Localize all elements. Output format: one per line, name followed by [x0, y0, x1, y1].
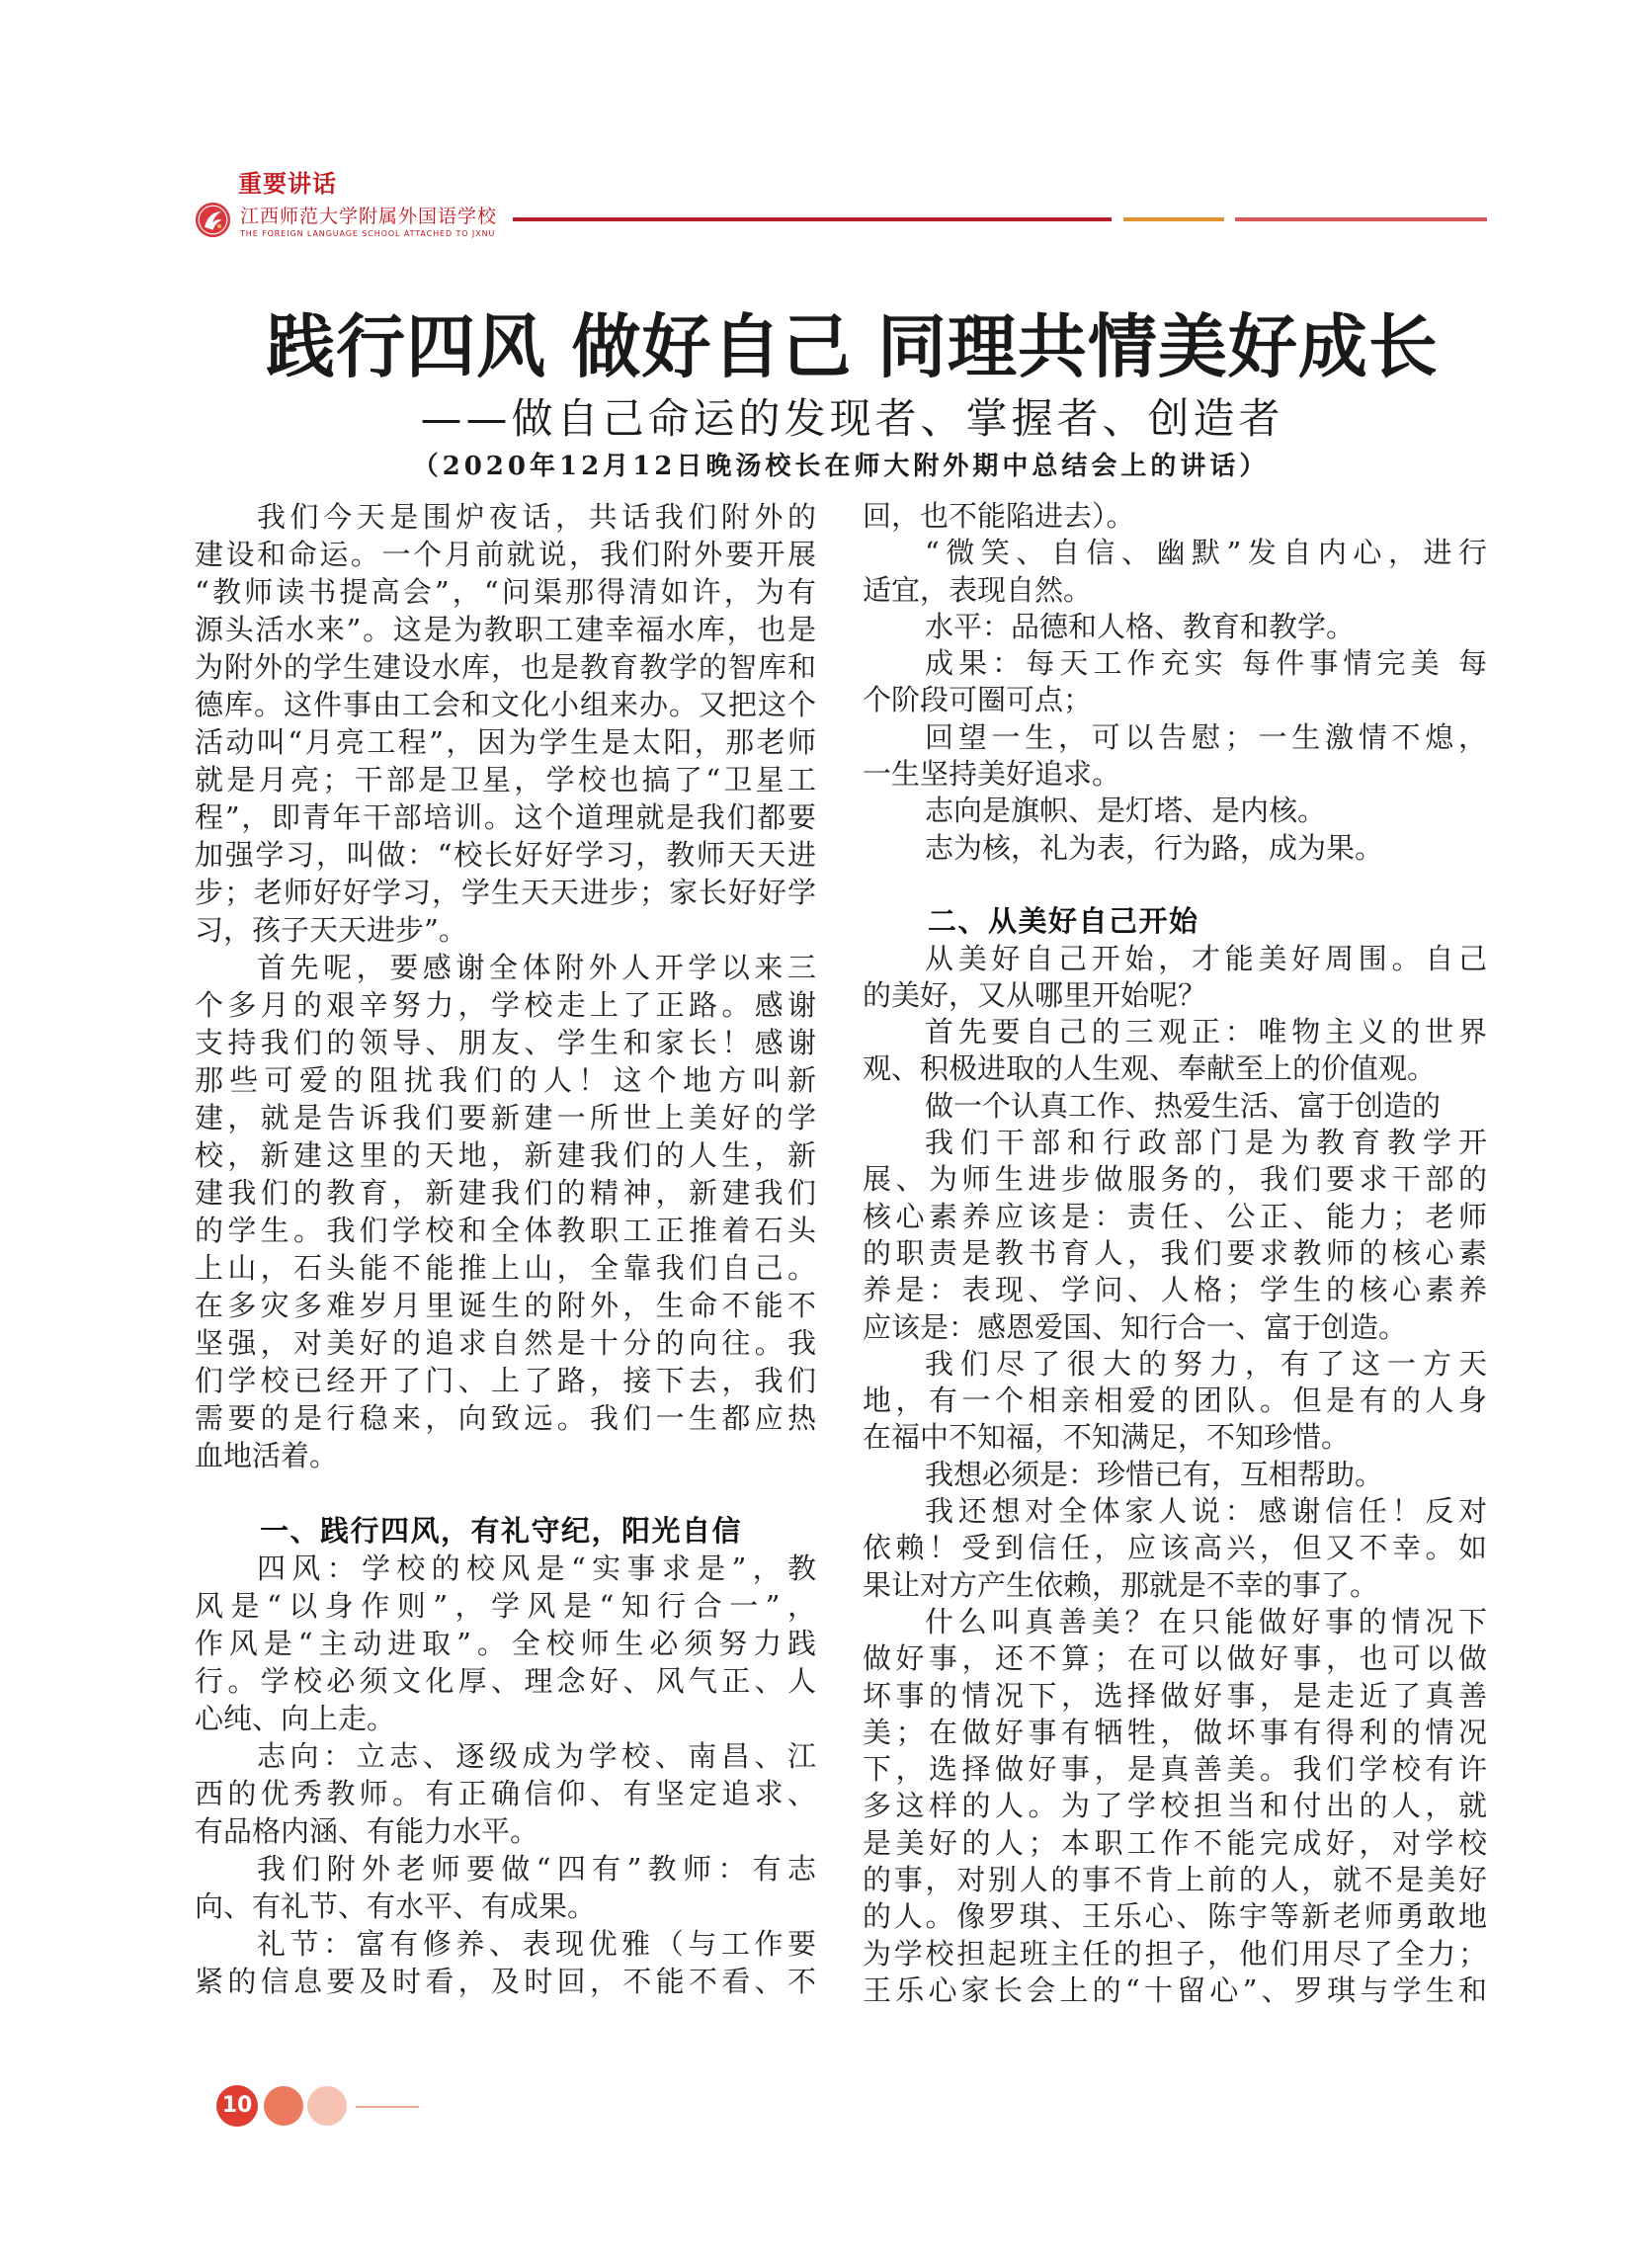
paragraph — [863, 535, 1487, 609]
school-name-en: THE FOREIGN LANGUAGE SCHOOL ATTACHED TO JXNU — [240, 229, 496, 238]
text-line: 有品格内涵、有能力水平。 — [195, 1814, 539, 1848]
text-line: 血地活着。 — [195, 1439, 339, 1472]
text-line: 王乐心家长会上的“十留心”、罗琪与学生和 — [863, 1972, 1487, 2007]
text-line: 的事，对别人的事不肯上前的人，就不是美好 — [863, 1862, 1487, 1896]
text-line: 我想必须是：珍惜已有，互相帮助。 — [925, 1457, 1384, 1491]
text-line: 从美好自己开始，才能美好周围。自己 — [925, 941, 1487, 975]
text-line: 志向是旗帜、是灯塔、是内核。 — [925, 794, 1327, 828]
text-line: 加强学习，叫做：“校长好好学习，教师天天进 — [195, 838, 816, 872]
text-line: 建设和命运。一个月前就说，我们附外要开展 — [195, 538, 816, 571]
paragraph — [863, 830, 1487, 867]
paragraph — [863, 1604, 1487, 2009]
text-line: 心纯、向上走。 — [195, 1702, 396, 1735]
text-line: 那些可爱的阻扰我们的人！这个地方叫新 — [195, 1063, 816, 1097]
paragraph — [863, 498, 1487, 535]
text-line: 德库。这件事由工会和文化小组来办。又把这个 — [195, 688, 816, 721]
text-line: 在福中不知福，不知满足，不知珍惜。 — [863, 1420, 1351, 1455]
text-column-right — [863, 498, 1487, 2009]
text-line: 建我们的教育，新建我们的精神，新建我们 — [195, 1176, 816, 1210]
text-line: 建，就是告诉我们要新建一所世上美好的学 — [195, 1101, 816, 1134]
text-line: 养是：表现、学问、人格；学生的核心素养 — [863, 1273, 1487, 1307]
text-line: 首先呢，要感谢全体附外人开学以来三 — [257, 951, 816, 984]
text-line: 美；在做好事有牺牲，做坏事有得利的情况 — [863, 1715, 1487, 1749]
article-title: 践行四风 做好自己 同理共情美好成长 — [266, 305, 1439, 387]
paragraph — [195, 1550, 816, 1737]
text-line: 水平：品德和人格、教育和教学。 — [925, 609, 1356, 643]
text-line: 坏事的情况下，选择做好事，是走近了真善 — [863, 1678, 1487, 1713]
text-line: 为学校担起班主任的担子，他们用尽了全力； — [863, 1936, 1487, 1971]
text-line: 的美好，又从哪里开始呢？ — [863, 977, 1207, 1012]
text-line: 回望一生，可以告慰；一生激情不熄， — [925, 719, 1487, 754]
text-line: 的职责是教书育人，我们要求教师的核心素 — [863, 1235, 1487, 1270]
text-line: 行。学校必须文化厚、理念好、风气正、人 — [195, 1664, 816, 1698]
paragraph — [195, 1850, 816, 1925]
paragraph — [863, 645, 1487, 719]
text-line: 活动叫“月亮工程”，因为学生是太阳，那老师 — [195, 725, 816, 759]
section-label: 重要讲话 — [238, 170, 337, 198]
text-line: 习，孩子天天进步”。 — [195, 913, 467, 947]
text-line: 果让对方产生依赖，那就是不幸的事了。 — [863, 1567, 1379, 1602]
school-logo-icon — [195, 202, 231, 238]
text-line: 我们附外老师要做“四有”教师：有志 — [257, 1852, 816, 1886]
header-rule-orange — [1123, 217, 1224, 221]
text-line: 地，有一个相亲相爱的团队。但是有的人身 — [863, 1384, 1487, 1418]
paragraph — [863, 609, 1487, 645]
text-line: “教师读书提高会”，“问渠那得清如许，为有 — [195, 575, 816, 609]
text-line: 的人。像罗琪、王乐心、陈宇等新老师勇敢地 — [863, 1899, 1487, 1934]
text-line: 的学生。我们学校和全体教职工正推着石头 — [195, 1214, 816, 1247]
paragraph — [863, 719, 1487, 794]
text-line: 就是月亮；干部是卫星，学校也搞了“卫星工 — [195, 763, 816, 797]
paragraph — [863, 793, 1487, 829]
text-line: 们学校已经开了门、上了路，接下去，我们 — [195, 1364, 816, 1397]
paragraph — [863, 1014, 1487, 1088]
text-line: 回，也不能陷进去）。 — [863, 499, 1135, 533]
header-rule-dark-red — [513, 217, 1112, 221]
text-line: 核心素养应该是：责任、公正、能力；老师 — [863, 1199, 1487, 1233]
text-line: 西的优秀教师。有正确信仰、有坚定追求、 — [195, 1777, 816, 1810]
text-line: 展、为师生进步做服务的，我们要求干部的 — [863, 1162, 1487, 1197]
paragraph — [863, 1493, 1487, 1604]
text-line: 四风：学校的校风是“实事求是”，教 — [257, 1552, 816, 1585]
text-line: 在多灾多难岁月里诞生的附外，生命不能不 — [195, 1289, 816, 1322]
text-line: 为附外的学生建设水库，也是教育教学的智库和 — [195, 650, 816, 684]
text-line: 需要的是行稳来，向致远。我们一生都应热 — [195, 1401, 816, 1435]
text-line: 个阶段可圈可点； — [863, 683, 1093, 717]
text-line: “微笑、自信、幽默”发自内心，进行 — [925, 536, 1487, 570]
text-line: 观、积极进取的人生观、奉献至上的价值观。 — [863, 1051, 1437, 1086]
text-line: 程”，即青年干部培训。这个道理就是我们都要 — [195, 800, 816, 834]
paragraph — [195, 1925, 816, 2000]
section-heading: 一、践行四风，有礼守纪，阳光自信 — [260, 1514, 743, 1548]
text-line: 上山，石头能不能推上山，全靠我们自己。 — [195, 1251, 816, 1285]
paragraph — [195, 1737, 816, 1850]
text-line: 做好事，还不算；在可以做好事，也可以做 — [863, 1641, 1487, 1676]
text-line: 志为核，礼为表，行为路，成为果。 — [925, 830, 1384, 865]
text-line: 志向：立志、逐级成为学校、南昌、江 — [257, 1739, 816, 1773]
paragraph — [863, 1125, 1487, 1346]
text-line: 我们干部和行政部门是为教育教学开 — [925, 1126, 1487, 1160]
text-line: 一生坚持美好追求。 — [863, 757, 1121, 792]
section-heading: 二、从美好自己开始 — [928, 904, 1199, 939]
paragraph — [195, 498, 816, 949]
footer-line — [356, 2106, 419, 2108]
text-line: 坚强，对美好的追求自然是十分的向往。我 — [195, 1326, 816, 1360]
footer-dot-peach — [307, 2086, 347, 2126]
text-line: 作风是“主动进取”。全校师生必须努力践 — [195, 1627, 816, 1660]
text-line: 源头活水来”。这是为教职工建幸福水库，也是 — [195, 613, 816, 646]
page-number: 10 — [216, 2085, 258, 2127]
footer-dot-coral — [264, 2086, 303, 2126]
text-line: 紧的信息要及时看，及时回，不能不看、不 — [195, 1965, 816, 1998]
paragraph — [195, 949, 816, 1474]
text-line: 依赖！受到信任，应该高兴，但又不幸。如 — [863, 1531, 1487, 1565]
text-line: 成果：每天工作充实 每件事情完美 每 — [925, 646, 1487, 681]
article-subtitle: ——做自己命运的发现者、掌握者、创造者 — [420, 394, 1284, 443]
text-line: 做一个认真工作、热爱生活、富于创造的 — [925, 1088, 1442, 1123]
text-line: 我还想对全体家人说：感谢信任！反对 — [925, 1494, 1487, 1529]
text-line: 校，新建这里的天地，新建我们的人生，新 — [195, 1138, 816, 1172]
text-line: 什么叫真善美？在只能做好事的情况下 — [925, 1604, 1487, 1638]
text-line: 首先要自己的三观正：唯物主义的世界 — [925, 1015, 1487, 1049]
paragraph — [863, 1457, 1487, 1493]
school-name-cn: 江西师范大学附属外国语学校 — [240, 206, 498, 227]
text-line: 下，选择做好事，是真善美。我们学校有许 — [863, 1752, 1487, 1787]
text-line: 向、有礼节、有水平、有成果。 — [195, 1889, 597, 1923]
text-line: 支持我们的领导、朋友、学生和家长！感谢 — [195, 1026, 816, 1059]
paragraph — [863, 941, 1487, 1015]
header-rule-red — [1235, 217, 1487, 221]
paragraph — [863, 1346, 1487, 1457]
text-line: 我们今天是围炉夜话，共话我们附外的 — [257, 500, 816, 534]
text-line: 多这样的人。为了学校担当和付出的人，就 — [863, 1789, 1487, 1823]
article-occasion: （2020年12月12日晚汤校长在师大附外期中总结会上的讲话） — [412, 452, 1270, 481]
text-line: 礼节：富有修养、表现优雅（与工作要 — [257, 1927, 816, 1961]
text-line: 应该是：感恩爱国、知行合一、富于创造。 — [863, 1309, 1408, 1344]
text-line: 适宜，表现自然。 — [863, 572, 1093, 607]
text-column-left — [195, 498, 816, 2000]
text-line: 我们尽了很大的努力，有了这一方天 — [925, 1346, 1487, 1381]
paragraph — [863, 1088, 1487, 1125]
text-line: 个多月的艰辛努力，学校走上了正路。感谢 — [195, 988, 816, 1022]
text-line: 步；老师好好学习，学生天天进步；家长好好学 — [195, 876, 816, 909]
text-line: 是美好的人；本职工作不能完成好，对学校 — [863, 1825, 1487, 1860]
text-line: 风是“以身作则”，学风是“知行合一”， — [195, 1589, 816, 1623]
